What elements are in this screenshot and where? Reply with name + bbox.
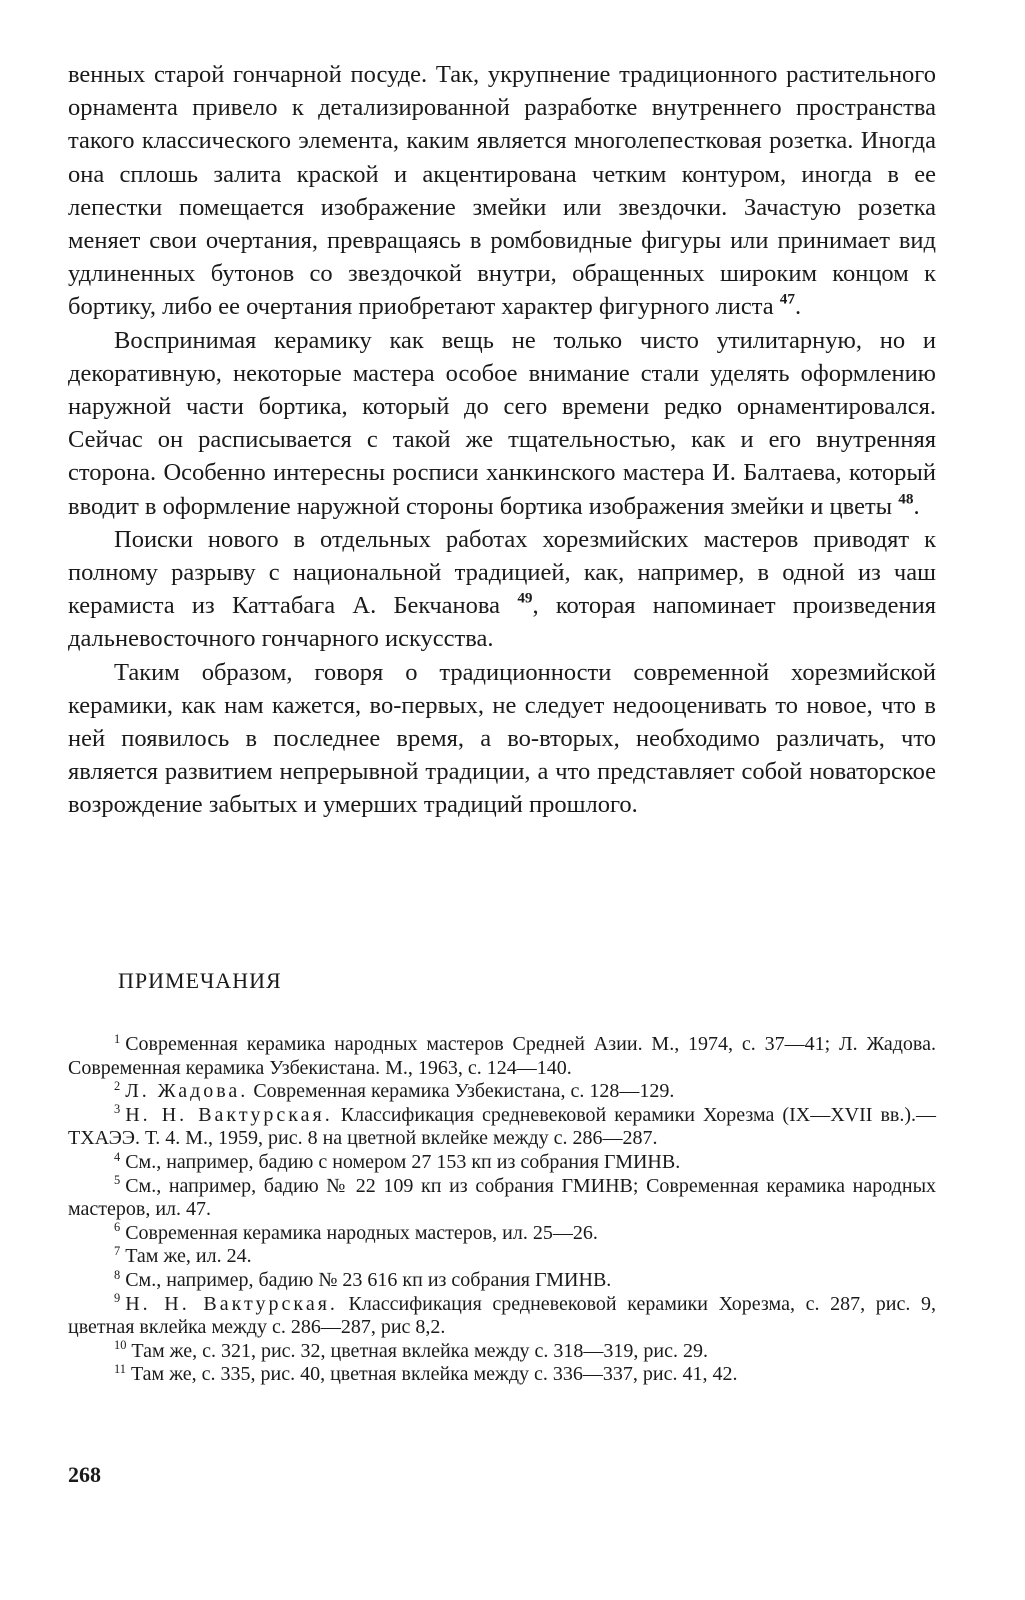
- note-text: Современная керамика народных мастеров Средней Азии. М., 1974, с. 37—41; Л. Жадова. Современная керамика Узбекистана. М., 1963, с. 124—140.: [68, 1033, 936, 1079]
- note-author: Л. Жадова.: [125, 1080, 249, 1103]
- footnote-ref-48[interactable]: 48: [898, 490, 914, 508]
- notes-heading: ПРИМЕЧАНИЯ: [118, 968, 282, 993]
- paragraph-2-text: Воспринимая керамику как вещь не только чисто утилитарную, но и декоративную, некоторые мастера особое внимание стали уделять оформлению наружной части бортика, который до сего времени редко орнаментировался. Сейчас он расписывается с такой же тщательностью, как и его внутренняя сторона. Особенно интересны росписи ханкинского мастера И. Балтаева, который вводит в оформление наружной стороны бортика изображения змейки и цветы: [68, 326, 936, 520]
- note-number: 3: [114, 1102, 121, 1117]
- note-text: Там же, с. 321, рис. 32, цветная вклейка между с. 318—319, рис. 29.: [131, 1339, 708, 1362]
- paragraph-3: [68, 523, 936, 656]
- note-text: Современная керамика народных мастеров, ил. 25—26.: [125, 1221, 598, 1244]
- note-item: [68, 1269, 936, 1293]
- note-text: Там же, с. 335, рис. 40, цветная вклейка между с. 336—337, рис. 41, 42.: [130, 1363, 738, 1386]
- main-text: [68, 58, 936, 822]
- note-item: [68, 1080, 936, 1104]
- note-number: 2: [114, 1078, 121, 1093]
- note-item: [68, 1151, 936, 1175]
- paragraph-2-tail: .: [913, 492, 920, 520]
- note-text: См., например, бадию № 22 109 кп из собрания ГМИНВ; Современная керамика народных мастеров, ил. 47.: [68, 1174, 936, 1221]
- paragraph-3-text-a: Поиски нового в отдельных работах хорезмийских мастеров приводят к полному разрыву с национальной традицией, как, например, в одной из чаш керамиста из Каттабага А. Бекчанова: [68, 525, 936, 620]
- note-number: 6: [114, 1220, 121, 1235]
- footnote-ref-49[interactable]: 49: [517, 589, 533, 607]
- note-author: Н. Н. Вактурская.: [125, 1292, 338, 1315]
- note-text: Классификация средневековой керамики Хорезма, с. 287, рис. 9, цветная вклейка между с. 286—287, рис 8,2.: [68, 1292, 936, 1339]
- note-item: [68, 1293, 936, 1340]
- note-item: [68, 1363, 936, 1387]
- paragraph-1-tail: .: [794, 293, 802, 321]
- note-author: Н. Н. Вактурская.: [125, 1103, 333, 1126]
- paragraph-3-text-b: , которая напоминает произведения дальневосточного гончарного искусства.: [68, 592, 936, 653]
- note-item: [68, 1245, 936, 1269]
- note-number: 5: [114, 1173, 121, 1188]
- note-number: 4: [114, 1149, 121, 1164]
- note-text: Там же, ил. 24.: [125, 1245, 252, 1268]
- note-item: [68, 1222, 936, 1246]
- note-number: 11: [114, 1361, 126, 1376]
- note-item: [68, 1033, 936, 1080]
- paragraph-4-text: Таким образом, говоря о традиционности современной хорезмийской керамики, как нам кажется, во-первых, не следует недооценивать то новое, что в ней появилось в последнее время, а во-вторых, необходимо различать, что является развитием непрерывной традиции, а что представляет собой новаторское возрождение забытых и умерших традиций прошлого.: [68, 658, 936, 819]
- page-number: 268: [68, 1462, 101, 1487]
- note-text: См., например, бадию № 23 616 кп из собрания ГМИНВ.: [125, 1268, 612, 1291]
- note-item: [68, 1340, 936, 1364]
- note-text: Современная керамика Узбекистана, с. 128—129.: [248, 1080, 675, 1103]
- paragraph-1: [68, 58, 936, 324]
- paragraph-2: [68, 324, 936, 523]
- note-number: 10: [114, 1338, 127, 1353]
- note-item: [68, 1104, 936, 1151]
- note-number: 9: [114, 1291, 121, 1306]
- note-text: Классификация средневековой керамики Хорезма (IX—XVII вв.).— ТХАЭЭ. Т. 4. М., 1959, рис. 8 на цветной вклейке между с. 286—287.: [68, 1103, 936, 1150]
- note-number: 8: [114, 1267, 121, 1282]
- paragraph-4: [68, 656, 936, 822]
- note-text: См., например, бадию с номером 27 153 кп из собрания ГМИНВ.: [125, 1150, 681, 1173]
- note-number: 7: [114, 1243, 121, 1258]
- paragraph-1-text: венных старой гончарной посуде. Так, укрупнение традиционного растительного орнамента привело к детализированной разработке внутреннего пространства такого классического элемента, каким является многолепестковая розетка. Иногда она сплошь залита краской и акцентирована четким контуром, иногда в ее лепестки помещается изображение змейки или звездочки. Зачастую розетка меняет свои очертания, превращаясь в ромбовидные фигуры или принимает вид удлиненных бутонов со звездочкой внутри, обращенных широким концом к бортику, либо ее очертания приобретают характер фигурного листа: [68, 61, 936, 321]
- note-item: [68, 1175, 936, 1222]
- footnote-ref-47[interactable]: 47: [779, 290, 795, 308]
- note-number: 1: [114, 1031, 121, 1046]
- notes-list: [68, 1033, 936, 1387]
